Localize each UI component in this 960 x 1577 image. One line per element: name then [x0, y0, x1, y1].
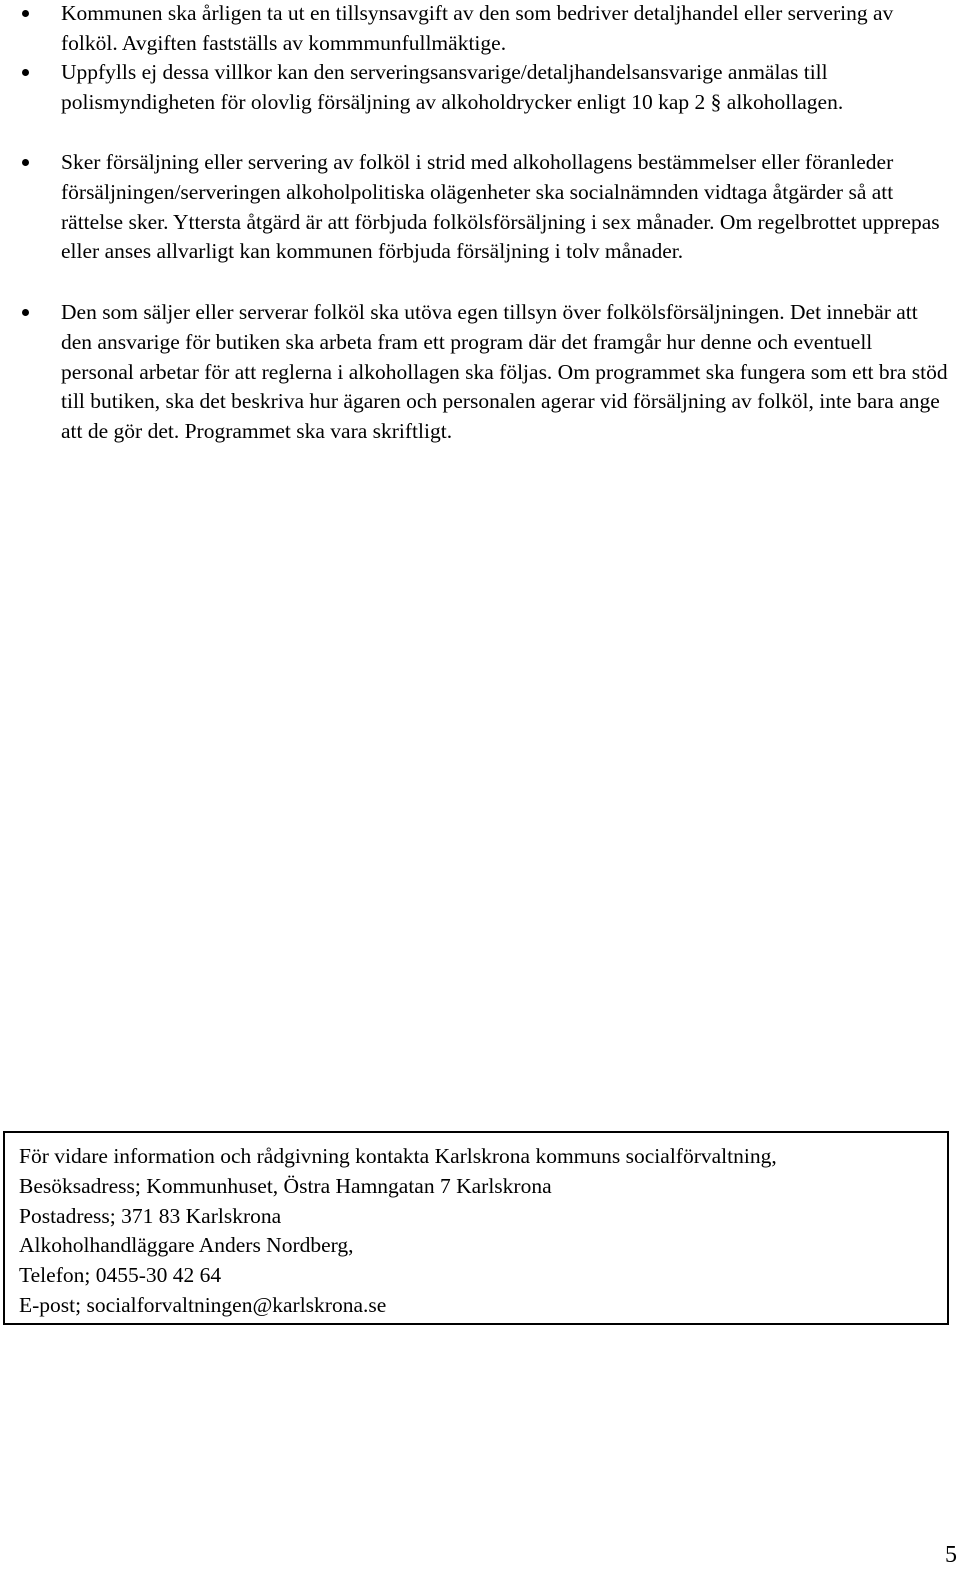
contact-email: E-post; socialforvaltningen@karlskrona.se — [19, 1292, 387, 1317]
contact-info-box — [3, 1131, 949, 1325]
bullet-item-sanctions — [0, 148, 960, 267]
bullet-text: Den som säljer eller serverar folköl ska utöva egen tillsyn över folkölsförsäljningen. Det innebär att den ansvarige för butiken ska arbeta fram ett program där det framgår hur denne och eventuell personal arbetar för att reglerna i alkohollagen ska följas. Om programmet ska fungera som ett bra stöd till butiken, ska det beskriva hur ägaren och personalen agerar vid försäljning av folköl, inte bara ange att de gör det. Programmet ska vara skriftligt. — [61, 300, 948, 444]
bullet-item-police-report — [0, 58, 960, 118]
bullet-text: Uppfylls ej dessa villkor kan den serveringsansvarige/detaljhandelsansvarige anmälas till polismyndigheten för olovlig försäljning av alkoholdrycker enligt 10 kap 2 § alkohollagen. — [61, 60, 844, 114]
bullet-text: Sker försäljning eller servering av folköl i strid med alkohollagens bestämmelser eller föranleder försäljningen/serveringen alkoholpolitiska olägenheter ska socialnämnden vidtaga åtgärder så att rättelse sker. Yttersta åtgärd är att förbjuda folkölsförsäljning i sex månader. Om regelbrottet upprepas eller anses allvarligt kan kommunen förbjuda försäljning i tolv månader. — [61, 150, 940, 264]
bullet-item-self-supervision — [0, 298, 960, 447]
bullet-item-fee — [0, 0, 960, 59]
bullet-icon — [22, 69, 29, 76]
bullet-icon — [22, 10, 29, 17]
bullet-text: Kommunen ska årligen ta ut en tillsynsavgift av den som bedriver detaljhandel eller servering av folköl. Avgiften fastställs av kommmunfullmäktige. — [61, 1, 894, 55]
contact-officer: Alkoholhandläggare Anders Nordberg, — [19, 1233, 354, 1258]
contact-visiting-address: Besöksadress; Kommunhuset, Östra Hamngatan 7 Karlskrona — [19, 1173, 552, 1198]
page-number: 5 — [945, 1542, 957, 1568]
bullet-icon — [22, 309, 29, 316]
contact-postal-address: Postadress; 371 83 Karlskrona — [19, 1203, 282, 1228]
bullet-icon — [22, 159, 29, 166]
contact-phone: Telefon; 0455-30 42 64 — [19, 1263, 222, 1288]
contact-intro: För vidare information och rådgivning kontakta Karlskrona kommuns socialförvaltning, — [19, 1144, 777, 1168]
